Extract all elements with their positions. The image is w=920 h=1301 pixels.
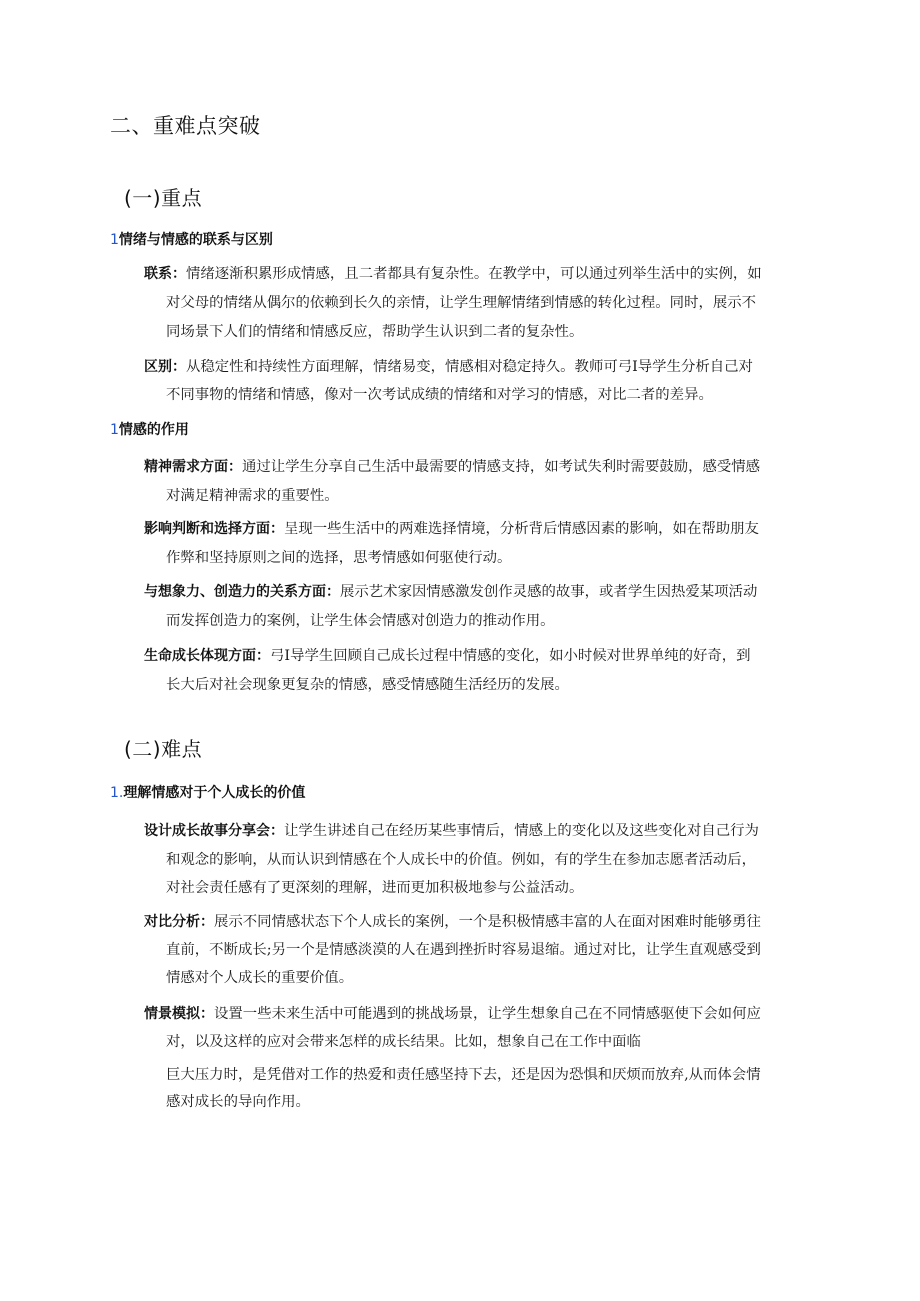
entry-line: 作弊和坚持原则之间的选择，思考情感如何驱使行动。 [166, 550, 512, 566]
part1-item2-heading [110, 419, 189, 439]
entry-line: 对满足精神需求的重要性。 [166, 488, 339, 504]
item-number: 1 [110, 232, 119, 248]
entry-line: 长大后对社会现象更复杂的情感，感受情感随生活经历的发展。 [166, 677, 569, 693]
entry-line: 从稳定性和持续性方面理解，情绪易变，情感相对稳定持久。教师可弓I导学生分析自己对 [186, 359, 753, 375]
part1-item1-heading [110, 229, 273, 249]
item-heading-text: 情绪与情感的联系与区别 [118, 232, 273, 248]
entry-label: 设计成长故事分享会： [144, 823, 284, 839]
entry-line: 直前，不断成长;另一个是情感淡漠的人在遇到挫折时容易退缩。通过对比，让学生直观感受到 [166, 942, 761, 958]
item-heading-text: 理解情感对于个人成长的价值 [123, 785, 306, 801]
entry-label: 对比分析： [144, 914, 214, 930]
part2-item1-heading [110, 782, 305, 802]
entry-line: 对社会责任感有了更深刻的理解，进而更加积极地参与公益活动。 [166, 880, 584, 896]
entry-line: 对，以及这样的应对会带来怎样的成长结果。比如，想象自己在工作中面临 [166, 1034, 641, 1050]
entry-line: 展示艺术家因情感激发创作灵感的故事，或者学生因热爱某项活动 [340, 584, 758, 600]
item-heading-text: 情感的作用 [118, 422, 189, 438]
tail-line: 感对成长的导向作用。 [166, 1094, 310, 1110]
entry-line: 和观念的影响，从而认识到情感在个人成长中的价值。例如，有的学生在参加志愿者活动后， [166, 852, 757, 868]
entry-line: 同场景下人们的情绪和情感反应，帮助学生认识到二者的复杂性。 [166, 324, 584, 340]
entry-label: 生命成长体现方面： [144, 648, 270, 664]
entry-label: 与想象力、创造力的关系方面： [144, 584, 340, 600]
entry-line: 让学生讲述自己在经历某些事情后，情感上的变化以及这些变化对自己行为 [284, 823, 759, 839]
entry-line: 情感对个人成长的重要价值。 [166, 970, 354, 986]
entry-label: 影响判断和选择方面： [144, 521, 284, 537]
part2-title: (二)难点 [124, 737, 203, 761]
entry-line: 呈现一些生活中的两难选择情境，分析背后情感因素的影响，如在帮助朋友 [284, 521, 759, 537]
item-number: 1. [110, 785, 124, 801]
entry-label: 情景模拟： [144, 1006, 214, 1022]
part1-title: (一)重点 [124, 186, 203, 210]
entry-label: 区别： [144, 359, 186, 375]
tail-line: 巨大压力时，是凭借对工作的热爱和责任感坚持下去，还是因为恐惧和厌烦而放弃,从而体会情 [166, 1067, 761, 1083]
entry-line: 而发挥创造力的案例，让学生体会情感对创造力的推动作用。 [166, 613, 555, 629]
entry-line: 对父母的情绪从偶尔的依赖到长久的亲情，让学生理解情绪到情感的转化过程。同时，展示不 [166, 295, 757, 311]
entry-line: 设置一些未来生活中可能遇到的挑战场景，让学生想象自己在不同情感驱使下会如何应 [214, 1006, 761, 1022]
item-number: 1 [110, 422, 119, 438]
entry-line: 弓I导学生回顾自己成长过程中情感的变化，如小时候对世界单纯的好奇，到 [270, 648, 751, 664]
entry-line: 通过让学生分享自己生活中最需要的情感支持，如考试失利时需要鼓励，感受情感 [242, 459, 761, 475]
entry-label: 联系： [144, 266, 186, 282]
entry-label: 精神需求方面： [144, 459, 242, 475]
entry-line: 展示不同情感状态下个人成长的案例，一个是积极情感丰富的人在面对困难时能够勇往 [214, 914, 761, 930]
entry-line: 不同事物的情绪和情感，像对一次考试成绩的情绪和对学习的情感，对比二者的差异。 [166, 387, 713, 403]
entry-line: 情绪逐渐积累形成情感，且二者都具有复杂性。在教学中，可以通过列举生活中的实例，如 [186, 266, 762, 282]
section-title: 二、重难点突破 [110, 114, 261, 138]
